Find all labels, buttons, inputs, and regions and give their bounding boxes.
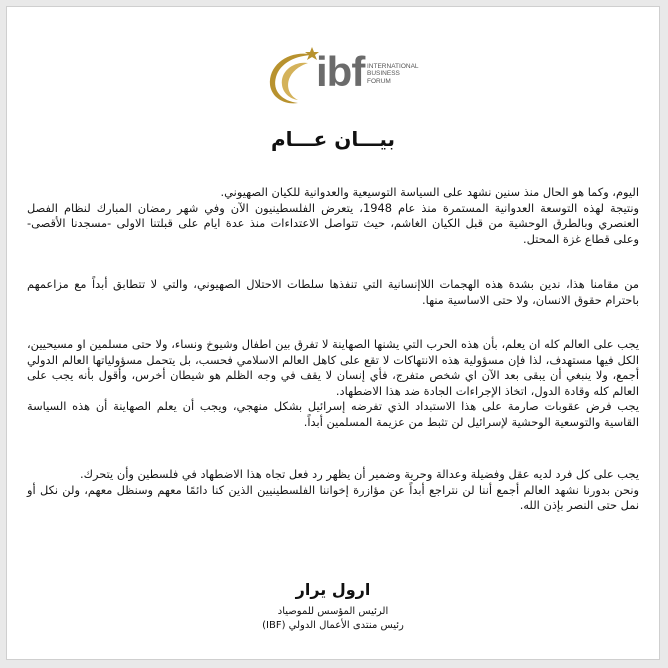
paragraph-condemnation (27, 277, 639, 308)
paragraph-intro (27, 185, 639, 247)
logo-subtitle (367, 63, 427, 85)
logo-sub-line: INTERNATIONAL (367, 63, 419, 70)
logo-sub-line: BUSINESS (367, 70, 400, 78)
paragraph-closing (27, 467, 639, 514)
paragraph-line: يجب على كل فرد لديه عقل وفضيلة وعدالة وحرية وضمير أن يظهر رد فعل تجاه هذا الاضطهاد في فلسطين وأن يتحرك. (79, 467, 639, 481)
paragraph-line: ونحن بدورنا نشهد العالم أجمع أننا لن نتراجع أبداً عن مؤازرة إخواننا الفلسطينيين الذين كنا دائمًا معهم وسنظل معهم، ولن نكل أو نمل حتى النصر بإذن الله. (27, 482, 639, 512)
paragraph-line: من مقامنا هذا، ندين بشدة هذه الهجمات اللاإنسانية التي تنفذها سلطات الاحتلال الصهيوني، والتي لا تتطابق أبداً مع مزاعمهم باحترام حقوق الانسان، ولا حتى الاساسية منها. (27, 277, 639, 307)
logo-sub-line: FORUM (367, 77, 391, 85)
paragraph-line: اليوم، وكما هو الحال منذ سنين نشهد على السياسة التوسيعية والعدوانية للكيان الصهيوني. (220, 185, 639, 199)
signatory-name: ارول يرار (295, 580, 371, 599)
paragraph-line: يجب على العالم كله ان يعلم، بأن هذه الحرب التي يشنها الصهاينة لا تفرق بين اطفال وشيوخ ونساء، ولا حتى مسلمين او مسيحيين، الكل فيها مستهدف، لذا فإن مسؤولية هذه الانتهاكات لا تقع على كاهل العالم الاسلامي فحسب، بل يتحمل مسؤولياتها العالم الدولي أجمع، ولا ينبغي أن يبقى بعد الآن اي شخص متفرج، فأي إنسان لا يقف في وجه الظلم هو شيطان أخرس، وأقول بأنه يجب على العالم كله وقادة الدول، اتخاذ الإجراءات الجادة ضد هذا الاضطهاد. (27, 337, 639, 398)
logo-wordmark: ibf (316, 48, 365, 95)
signatory-title: الرئيس المؤسس للموصياد (277, 606, 389, 617)
swoosh-star-icon (262, 45, 322, 107)
statement-page (6, 6, 660, 660)
statement-title: بيـــان عـــام (270, 127, 396, 151)
paragraph-line: ونتيجة لهذه التوسعة العدوانية المستمرة منذ عام 1948، يتعرض الفلسطينيون الآن وفي شهر رمضان المبارك لنظام الفصل العنصري وبالطرق الوحشية من قبل الكيان الغاشم، حيث تتواصل الاعتداءات منذ عدة ايام على قبلتنا الاولى -مسجدنا الأقصى- وعلى قطاع غزة المحتل. (27, 200, 639, 246)
signature-block (7, 580, 659, 633)
paragraph-line: يجب فرض عقوبات صارمة على هذا الاستبداد الذي تفرضه إسرائيل بشكل منهجي، ويجب أن يعلم الصهاينة أن هذه السياسة القاسية والتوسعية الوحشية لإسرائيل لن تثبط من عزيمة المسلمين أبداً. (27, 399, 639, 429)
signatory-title: رئيس منتدى الأعمال الدولي (IBF) (262, 620, 404, 631)
paragraph-call (27, 337, 639, 430)
ibf-logo (262, 45, 422, 107)
